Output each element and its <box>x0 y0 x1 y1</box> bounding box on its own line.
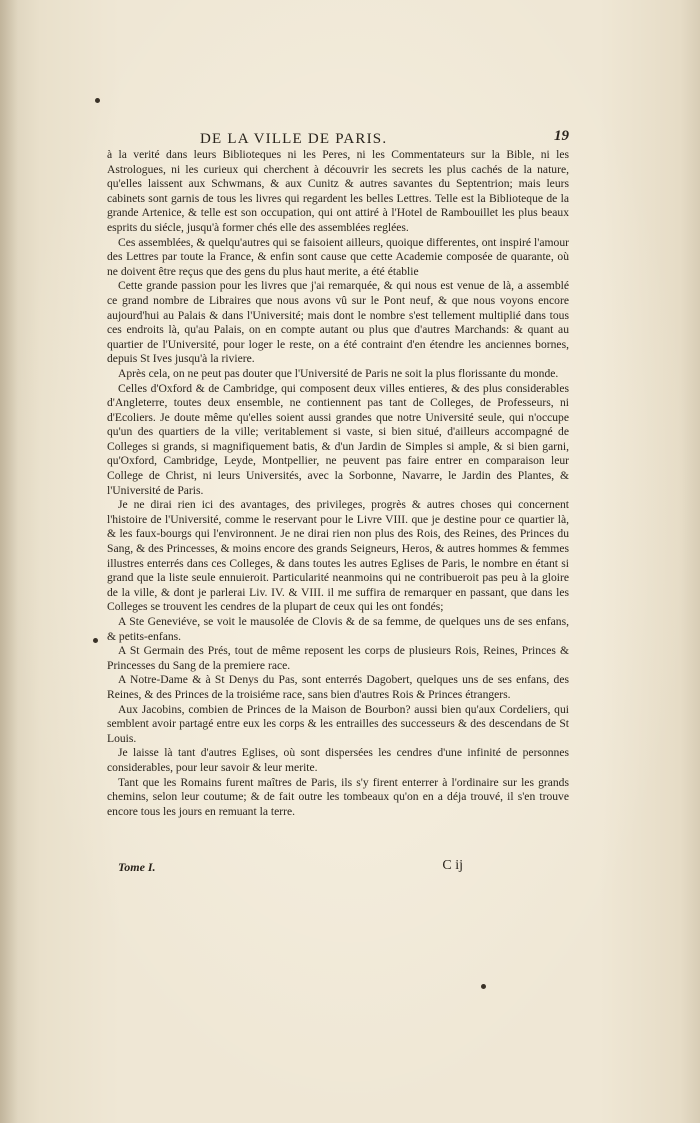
paragraph: Tant que les Romains furent maîtres de Paris, ils s'y firent enterrer à l'ordinaire sur les grands chemins, selon leur coutume; & de fait outre les tombeaux qu'on en a déja trouvé, il s'en trouve encore tous les jours en remuant la terre. <box>107 775 569 818</box>
page-footer <box>118 860 463 875</box>
body-text <box>107 148 569 819</box>
paragraph: Je ne dirai rien ici des avantages, des privileges, progrès & autres choses qui concernent l'histoire de l'Université, comme le reservant pour le Livre VIII. que je destine pour ce quartier là, & les faux-bourgs qui l'environnent. Je ne dirai rien non plus des Rois, des Reines, des Princes du Sang, & des Princesses, & moins encore des grands Seigneurs, Heros, & autres hommes & femmes illustres enterrés dans ces Colleges, & dans toutes les autres Eglises de Paris, le nombre en étant si grand que la liste seule ennuieroit. Particularité neanmoins qui ne contribueroit pas peu à la gloire de la ville, & dont je parlerai Liv. IV. & VIII. il me suffira de remarquer en passant, que dans les Colleges se trouvent les cendres de la plupart de ceux qui les ont fondés; <box>107 498 569 614</box>
paragraph: A Ste Geneviéve, se voit le mausolée de Clovis & de sa femme, de quelques uns de ses enfans, & petits-enfans. <box>107 615 569 643</box>
paragraph: à la verité dans leurs Biblioteques ni les Peres, ni les Commentateurs sur la Bible, ni les Astrologues, ni les curieux qui cherchent à découvrir les secrets les plus cachés de la nature, qu'elles laissent aux Schwmans, & aux Cunitz & autres savantes du Septentrion; mais leurs cabinets sont garnis de tous les livres qui regardent les belles Lettres. Telle est la Biblioteque de la grande Artenice, & telle est son occupation, qui ont attiré à l'Hotel de Rambouillet les plus beaux esprits du siécle, jusqu'à former chés elle des assemblées reglées. <box>107 148 569 234</box>
running-head: DE LA VILLE DE PARIS. <box>200 131 388 147</box>
paragraph: A Notre-Dame & à St Denys du Pas, sont enterrés Dagobert, quelques uns de ses enfans, des Reines, & des Princes de la troisiéme race, sans bien d'autres Rois & Princes étrangers. <box>107 673 569 701</box>
gutter-shadow <box>0 0 18 1123</box>
volume-label: Tome I. <box>118 860 156 874</box>
signature-mark: C ij <box>442 858 463 873</box>
paragraph: Après cela, on ne peut pas douter que l'Université de Paris ne soit la plus florissante du monde. <box>118 366 559 380</box>
ink-spot <box>481 984 486 989</box>
paragraph: Aux Jacobins, combien de Princes de la Maison de Bourbon? aussi bien qu'aux Cordeliers, qui semblent avoir partagé entre eux les corps & les entrailles des successeurs & des descendans de St Louis. <box>107 702 569 745</box>
paragraph: Celles d'Oxford & de Cambridge, qui composent deux villes entieres, & des plus considerables d'Angleterre, toutes deux ensemble, ne contiennent pas tant de Colleges, de Professeurs, ni d'Ecoliers. Je doute même qu'elles soient aussi grandes que notre Université seule, qui n'occupe qu'un des quartiers de la ville; veritablement si vaste, si bien situé, d'ailleurs accompagné de Colleges si grands, si magnifiquement batis, & d'un Jardin de Simples si ample, & si bien garni, qu'Oxford, Cambridge, Leyde, Montpellier, ne peuvent pas faire entrer en comparaison leur College de Christ, ni leurs Universités, avec la Sorbonne, Navarre, le Jardin des Plantes, & l'Université de Paris. <box>107 381 569 497</box>
ink-spot <box>95 98 100 103</box>
page-number: 19 <box>554 128 569 144</box>
paragraph: Cette grande passion pour les livres que j'ai remarquée, & qui nous est venue de là, a assemblé ce grand nombre de Libraires que nous avons vû sur le Pont neuf, & que nous voyons encore aujourd'hui au Palais & dans l'Université; mais dont le nombre s'est tellement multiplié dans tous ces endroits là, qu'au Palais, on en compte autant ou plus que d'autres Marchands: & quant au quartier de l'Université, pour loger le reste, on a été contraint d'en étendre les anciennes bornes, depuis St Ives jusqu'à la riviere. <box>107 279 569 366</box>
ink-spot <box>93 638 98 643</box>
paragraph: Je laisse là tant d'autres Eglises, où sont dispersées les cendres d'une infinité de personnes considerables, pour leur savoir & leur merite. <box>107 746 569 774</box>
paragraph: A St Germain des Prés, tout de même reposent les corps de plusieurs Rois, Reines, Princes & Princesses du Sang de la premiere race. <box>107 644 569 672</box>
paragraph: Ces assemblées, & quelqu'autres qui se faisoient ailleurs, quoique differentes, ont inspiré l'amour des Lettres par toute la France, & enfin sont cause que cette Academie composée de quarante, où ne doivent être reçus que des gens du plus haut merite, a été établie <box>107 235 569 278</box>
